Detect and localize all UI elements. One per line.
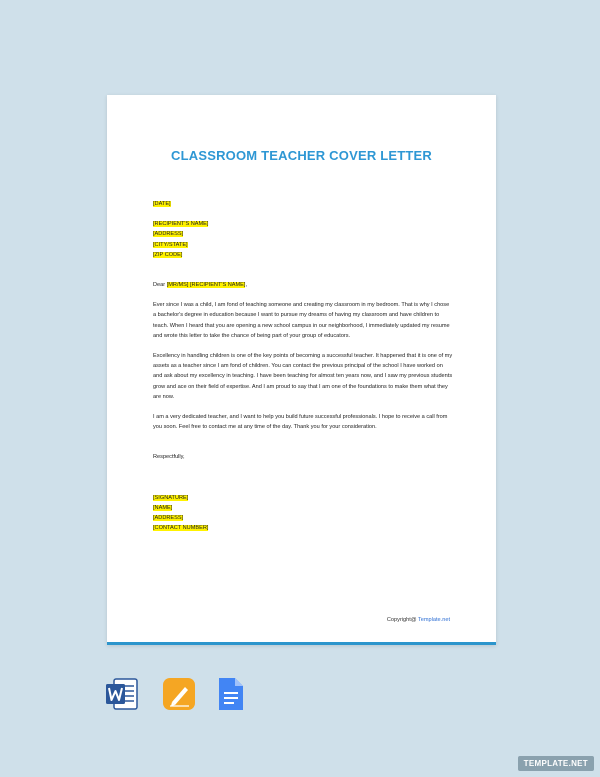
- date-block: [153, 199, 453, 209]
- body-paragraph-3: I am a very dedicated teacher, and I want to help you build future successful professionals. I hope to receive a call from you soon. Feel free to contact me at any time of the day. Thank you for your consideration.: [153, 414, 448, 431]
- closing: Respectfully,: [153, 454, 185, 461]
- address-placeholder: [ADDRESS]: [153, 231, 184, 238]
- name-placeholder: [NAME]: [153, 504, 173, 511]
- salutation-prefix: Dear: [153, 282, 167, 289]
- body-paragraph-2: Excellency in handling children is one of the key points of becoming a successful teacher. It happened that it is one of my assets as a teacher since I am fond of children. You can contact the previous principal of the school I have worked on and ask about my excellency in teaching. I have been teaching for almost ten years now, and I saw my previous students grow and ace on their field of expertise. And I am proud to say that I am one of the foundations to make them what they are now.: [153, 353, 453, 400]
- brand-link[interactable]: Template.net: [417, 617, 450, 623]
- letter-page: [107, 95, 496, 645]
- date-placeholder: [DATE]: [153, 201, 171, 207]
- signature-address-placeholder: [ADDRESS]: [153, 515, 184, 522]
- recipient-block: [153, 219, 453, 260]
- city-state-placeholder: [CITY/STATE]: [153, 241, 188, 248]
- signature-block: [153, 493, 453, 534]
- body-paragraph-1: Ever since I was a child, I am fond of teaching someone and creating my classroom in my bedroom. That is why I chose a bachelor's degree in education because I want to pursue my dreams of having my classroom and have children to teach. When I heard that you are opening a new school campus in our neighborhood, I immediately updated my resume and wrote this letter to take the chance of being part of your group of educators.: [153, 302, 450, 339]
- salutation: [153, 280, 453, 290]
- salutation-suffix: ,: [245, 282, 248, 289]
- copyright-text: Copyright@: [386, 617, 418, 623]
- google-docs-icon[interactable]: [214, 677, 248, 711]
- recipient-name-placeholder: [RECIPIENT'S NAME]: [153, 221, 209, 228]
- copyright-footer: [387, 617, 450, 623]
- page-title: CLASSROOM TEACHER COVER LETTER: [171, 148, 432, 163]
- contact-number-placeholder: [CONTACT NUMBER]: [153, 525, 209, 532]
- watermark-badge: TEMPLATE.NET: [518, 756, 594, 771]
- zip-placeholder: [ZIP CODE]: [153, 251, 183, 258]
- page-accent-stripe: [107, 642, 496, 645]
- signature-placeholder: [SIGNATURE]: [153, 494, 189, 501]
- letter-body: [153, 199, 453, 533]
- pages-icon[interactable]: [162, 677, 196, 711]
- salutation-name-placeholder: [MR/MS] [RECIPIENT'S NAME]: [166, 282, 246, 289]
- word-icon[interactable]: [105, 677, 139, 711]
